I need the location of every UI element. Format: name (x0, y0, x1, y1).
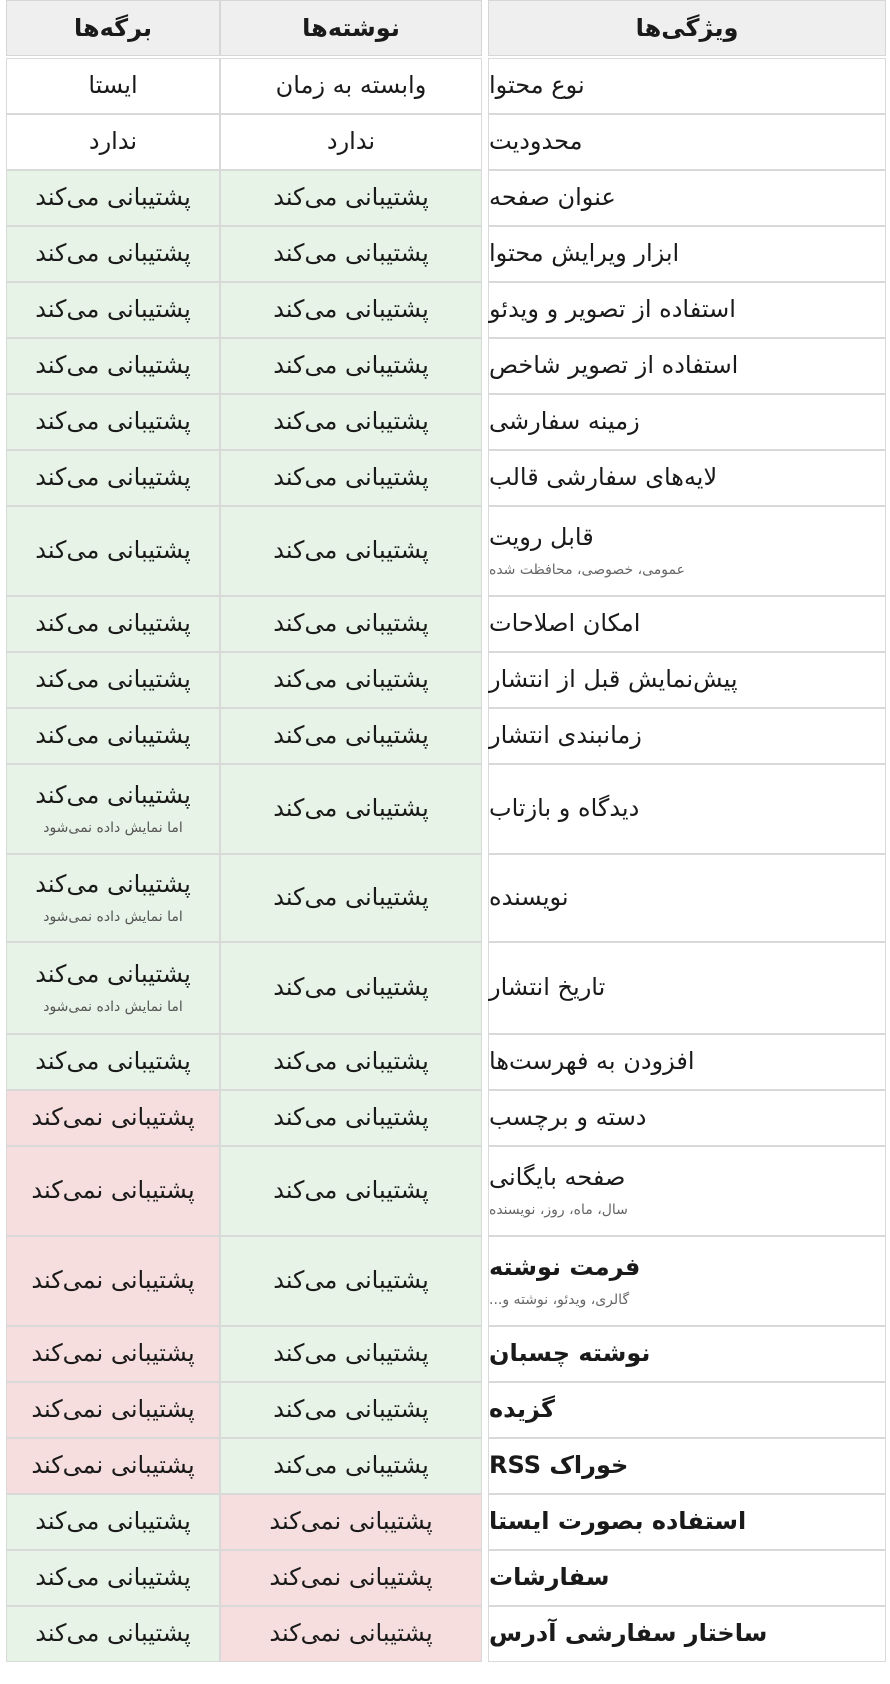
feature-label: پیش‌نمایش قبل از انتشار (489, 665, 738, 694)
table-row (6, 1606, 886, 1662)
feature-cell (488, 1326, 886, 1382)
feature-label: استفاده بصورت ایستا (489, 1507, 747, 1536)
feature-cell (488, 1438, 886, 1494)
table-row (6, 1034, 886, 1090)
pages-cell (6, 764, 220, 854)
table-row (6, 114, 886, 170)
feature-label: عنوان صفحه (489, 183, 616, 212)
feature-label: امکان اصلاحات (489, 609, 641, 638)
pages-cell (6, 708, 220, 764)
pages-cell (6, 1382, 220, 1438)
table-row (6, 1326, 886, 1382)
feature-cell (488, 1146, 886, 1236)
pages-value: پشتیبانی می‌کند (35, 1563, 191, 1592)
posts-cell (220, 1550, 482, 1606)
posts-value: وابسته به زمان (275, 71, 427, 100)
pages-cell (6, 1090, 220, 1146)
posts-value: پشتیبانی می‌کند (273, 665, 429, 694)
feature-cell (488, 338, 886, 394)
posts-value: پشتیبانی می‌کند (273, 407, 429, 436)
posts-value: پشتیبانی می‌کند (273, 1176, 429, 1205)
feature-cell (488, 170, 886, 226)
pages-value: پشتیبانی می‌کند (35, 665, 191, 694)
posts-value: پشتیبانی نمی‌کند (269, 1563, 433, 1592)
feature-label: قابل رویت (489, 523, 594, 552)
pages-note: اما نمایش داده نمی‌شود (43, 819, 183, 836)
feature-cell (488, 764, 886, 854)
table-row (6, 1382, 886, 1438)
table-row (6, 942, 886, 1034)
feature-label: لایه‌های سفارشی قالب (489, 463, 718, 492)
feature-cell (488, 942, 886, 1034)
feature-label: خوراک RSS (489, 1451, 629, 1480)
feature-label: استفاده از تصویر و ویدئو (489, 295, 736, 324)
pages-cell (6, 1146, 220, 1236)
pages-value: پشتیبانی می‌کند (35, 351, 191, 380)
table-row (6, 170, 886, 226)
posts-value: پشتیبانی می‌کند (273, 183, 429, 212)
posts-cell (220, 226, 482, 282)
posts-cell (220, 1382, 482, 1438)
feature-cell (488, 1236, 886, 1326)
pages-cell (6, 1606, 220, 1662)
pages-value: پشتیبانی نمی‌کند (31, 1103, 195, 1132)
header-posts: نوشته‌ها (220, 0, 482, 56)
pages-note: اما نمایش داده نمی‌شود (43, 908, 183, 925)
pages-value: پشتیبانی می‌کند (35, 1047, 191, 1076)
posts-value: پشتیبانی می‌کند (273, 1103, 429, 1132)
pages-cell (6, 450, 220, 506)
feature-label: ساختار سفارشی آدرس (489, 1619, 768, 1648)
pages-value: پشتیبانی نمی‌کند (31, 1395, 195, 1424)
table-row (6, 708, 886, 764)
feature-cell (488, 1606, 886, 1662)
posts-value: پشتیبانی می‌کند (273, 794, 429, 823)
pages-value: پشتیبانی می‌کند (35, 183, 191, 212)
pages-value: پشتیبانی می‌کند (35, 463, 191, 492)
feature-label: دسته و برچسب (489, 1103, 647, 1132)
pages-note: اما نمایش داده نمی‌شود (43, 998, 183, 1015)
posts-value: پشتیبانی می‌کند (273, 351, 429, 380)
table-row (6, 854, 886, 942)
pages-value: پشتیبانی نمی‌کند (31, 1339, 195, 1368)
feature-cell (488, 450, 886, 506)
table-row (6, 1494, 886, 1550)
pages-value: پشتیبانی می‌کند (35, 407, 191, 436)
feature-sublabel: گالری، ویدئو، نوشته و... (489, 1291, 630, 1308)
pages-value: پشتیبانی می‌کند (35, 721, 191, 750)
table-row (6, 58, 886, 114)
posts-value: پشتیبانی می‌کند (273, 1047, 429, 1076)
feature-sublabel: عمومی، خصوصی، محافظت شده (489, 561, 685, 578)
pages-value: پشتیبانی می‌کند (35, 1507, 191, 1536)
pages-cell (6, 1236, 220, 1326)
feature-cell (488, 506, 886, 596)
posts-cell (220, 282, 482, 338)
feature-label: دیدگاه و بازتاب (489, 794, 640, 823)
feature-cell (488, 708, 886, 764)
feature-cell (488, 1550, 886, 1606)
posts-cell (220, 652, 482, 708)
feature-label: زمانبندی انتشار (489, 721, 642, 750)
posts-cell (220, 394, 482, 450)
feature-cell (488, 854, 886, 942)
pages-cell (6, 58, 220, 114)
pages-value: پشتیبانی می‌کند (35, 295, 191, 324)
posts-cell (220, 506, 482, 596)
feature-label: نوع محتوا (489, 71, 585, 100)
feature-label: تاریخ انتشار (489, 973, 606, 1002)
feature-label: گزیده (489, 1395, 555, 1424)
pages-value: پشتیبانی نمی‌کند (31, 1451, 195, 1480)
posts-cell (220, 1326, 482, 1382)
feature-label: نویسنده (489, 883, 569, 912)
posts-value: پشتیبانی می‌کند (273, 1395, 429, 1424)
feature-cell (488, 1382, 886, 1438)
pages-cell (6, 596, 220, 652)
feature-label: فرمت نوشته (489, 1253, 641, 1282)
feature-cell (488, 1034, 886, 1090)
feature-label: محدودیت (489, 127, 583, 156)
posts-cell (220, 1494, 482, 1550)
posts-value: پشتیبانی می‌کند (273, 1339, 429, 1368)
header-pages: برگه‌ها (6, 0, 220, 56)
feature-cell (488, 1090, 886, 1146)
posts-cell (220, 450, 482, 506)
table-row (6, 764, 886, 854)
posts-cell (220, 1146, 482, 1236)
feature-label: نوشته چسبان (489, 1339, 651, 1368)
posts-value: ندارد (326, 127, 376, 156)
feature-cell (488, 596, 886, 652)
feature-label: صفحه بایگانی (489, 1163, 626, 1192)
table-row (6, 652, 886, 708)
posts-value: پشتیبانی می‌کند (273, 1451, 429, 1480)
table-row (6, 506, 886, 596)
table-row (6, 226, 886, 282)
posts-cell (220, 1438, 482, 1494)
posts-cell (220, 596, 482, 652)
posts-value: پشتیبانی می‌کند (273, 609, 429, 638)
feature-label: ابزار ویرایش محتوا (489, 239, 680, 268)
pages-cell (6, 394, 220, 450)
pages-cell (6, 114, 220, 170)
posts-value: پشتیبانی می‌کند (273, 463, 429, 492)
table-row (6, 596, 886, 652)
posts-cell (220, 1034, 482, 1090)
feature-cell (488, 394, 886, 450)
feature-label: زمینه سفارشی (489, 407, 640, 436)
posts-value: پشتیبانی نمی‌کند (269, 1619, 433, 1648)
pages-cell (6, 506, 220, 596)
table-row (6, 1146, 886, 1236)
pages-value: پشتیبانی می‌کند (35, 870, 191, 899)
feature-label: استفاده از تصویر شاخص (489, 351, 739, 380)
pages-cell (6, 1494, 220, 1550)
pages-cell (6, 226, 220, 282)
posts-cell (220, 114, 482, 170)
pages-value: پشتیبانی نمی‌کند (31, 1266, 195, 1295)
pages-value: پشتیبانی می‌کند (35, 609, 191, 638)
posts-value: پشتیبانی می‌کند (273, 536, 429, 565)
table-row (6, 450, 886, 506)
posts-cell (220, 854, 482, 942)
feature-cell (488, 226, 886, 282)
pages-cell (6, 1326, 220, 1382)
feature-cell (488, 282, 886, 338)
posts-value: پشتیبانی نمی‌کند (269, 1507, 433, 1536)
feature-cell (488, 114, 886, 170)
feature-label: سفارشات (489, 1563, 610, 1592)
pages-cell (6, 942, 220, 1034)
posts-value: پشتیبانی می‌کند (273, 295, 429, 324)
table-row (6, 338, 886, 394)
pages-value: ایستا (88, 71, 138, 100)
posts-cell (220, 1236, 482, 1326)
feature-cell (488, 1494, 886, 1550)
pages-cell (6, 170, 220, 226)
pages-cell (6, 282, 220, 338)
comparison-table (6, 0, 886, 1684)
posts-value: پشتیبانی می‌کند (273, 883, 429, 912)
feature-sublabel: سال، ماه، روز، نویسنده (489, 1201, 628, 1218)
pages-cell (6, 338, 220, 394)
pages-value: پشتیبانی می‌کند (35, 239, 191, 268)
posts-cell (220, 708, 482, 764)
pages-cell (6, 854, 220, 942)
posts-value: پشتیبانی می‌کند (273, 721, 429, 750)
posts-cell (220, 58, 482, 114)
feature-cell (488, 58, 886, 114)
pages-cell (6, 1438, 220, 1494)
posts-cell (220, 942, 482, 1034)
posts-cell (220, 764, 482, 854)
posts-cell (220, 338, 482, 394)
pages-cell (6, 1034, 220, 1090)
pages-cell (6, 652, 220, 708)
header-features: ویژگی‌ها (488, 0, 886, 56)
table-row (6, 1550, 886, 1606)
table-row (6, 282, 886, 338)
posts-cell (220, 1090, 482, 1146)
posts-value: پشتیبانی می‌کند (273, 1266, 429, 1295)
pages-value: پشتیبانی می‌کند (35, 781, 191, 810)
table-row (6, 394, 886, 450)
feature-label: افزودن به فهرست‌ها (489, 1047, 695, 1076)
posts-value: پشتیبانی می‌کند (273, 973, 429, 1002)
pages-value: پشتیبانی می‌کند (35, 960, 191, 989)
table-row (6, 1236, 886, 1326)
table-row (6, 1090, 886, 1146)
feature-cell (488, 652, 886, 708)
posts-cell (220, 170, 482, 226)
posts-cell (220, 1606, 482, 1662)
table-row (6, 1438, 886, 1494)
pages-value: پشتیبانی می‌کند (35, 536, 191, 565)
pages-value: ندارد (88, 127, 138, 156)
pages-cell (6, 1550, 220, 1606)
pages-value: پشتیبانی می‌کند (35, 1619, 191, 1648)
posts-value: پشتیبانی می‌کند (273, 239, 429, 268)
pages-value: پشتیبانی نمی‌کند (31, 1176, 195, 1205)
